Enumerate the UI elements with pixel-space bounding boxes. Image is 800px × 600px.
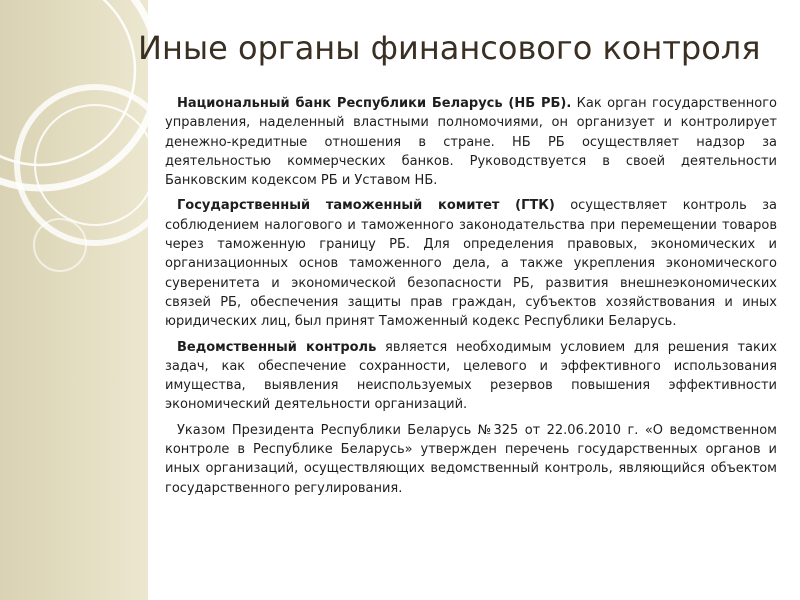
paragraph-national-bank (165, 94, 777, 190)
slide-body (165, 94, 777, 498)
paragraph-text: является необходимым условием для решения таких задач, как обеспечение сохранности, целевого и эффективного использования имущества, выявления неиспользуемых резервов повышения эффективности экономический деятельности организаций. (165, 339, 777, 413)
paragraph-text: Указом Президента Республики Беларусь №325 от 22.06.2010 г. «О ведомственном контроле в Республике Беларусь» утвержден перечень государственных органов и иных организаций, осуществляющих ведомственный контроль, являющийся объектом государственного регулирования. (165, 422, 777, 496)
paragraph-text: Как орган государственного управления, наделенный властными полномочиями, он организует и контролирует денежно-кредитные отношения в стране. НБ РБ осуществляет надзор за деятельностью коммерческих банков. Руководствуется в своей деятельности Банковским кодексом РБ и Уставом НБ. (165, 96, 777, 189)
paragraph-presidential-decree (165, 421, 777, 498)
paragraph-lead: Ведомственный контроль (177, 339, 377, 355)
paragraph-lead: Национальный банк Республики Беларусь (НБ РБ). (177, 96, 572, 111)
page-title: Иные органы финансового контроля (138, 29, 761, 67)
paragraph-departmental-control (165, 338, 777, 415)
paragraph-text: осуществляет контроль за соблюдением налогового и таможенного законодательства при перемещении товаров через таможенную границу РБ. Для определения правовых, экономических и организационных основ таможенного дела, а также укрепления экономического суверенитета и экономической безопасности РБ, развития внешнеэкономических связей РБ, обеспечения защиты прав граждан, субъектов хозяйствования и иных юридических лиц, был принят Таможенный кодекс Республики Беларусь. (165, 198, 777, 330)
paragraph-customs-committee (165, 196, 777, 331)
paragraph-lead: Государственный таможенный комитет (ГТК) (177, 198, 555, 214)
